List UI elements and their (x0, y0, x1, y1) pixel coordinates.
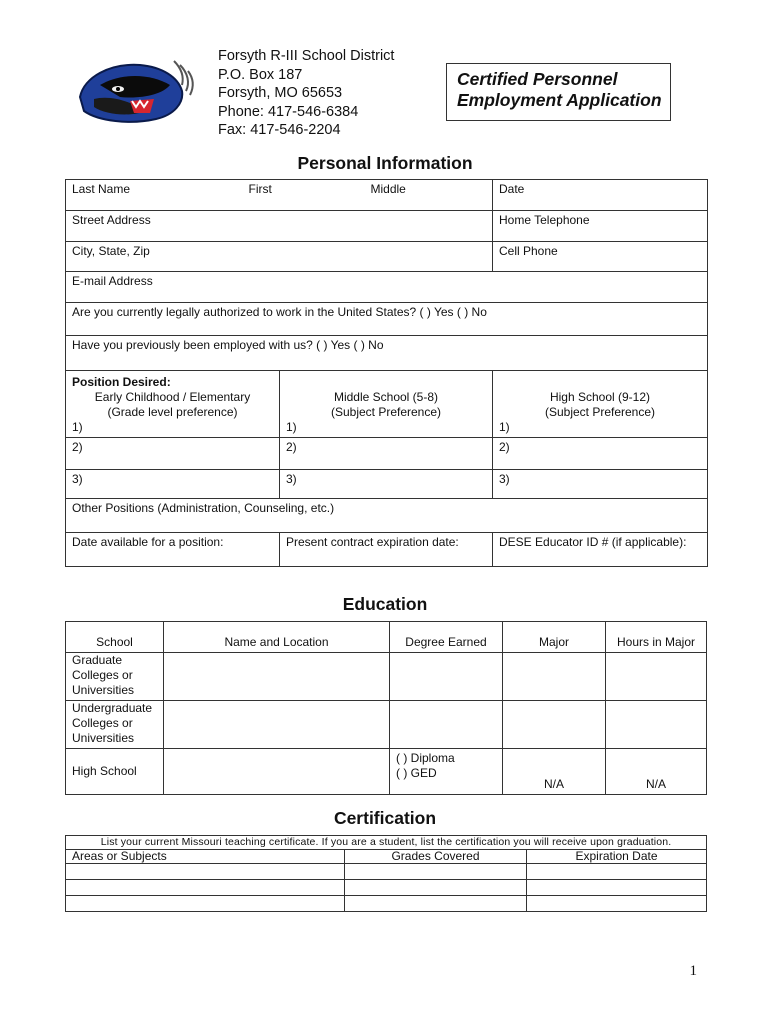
previous-employment-field[interactable] (66, 336, 708, 371)
cert-row-1-grades[interactable] (345, 864, 527, 880)
dese-id-field[interactable] (493, 533, 708, 567)
undergrad-hours-cell[interactable] (606, 701, 707, 749)
graduate-degree-cell[interactable] (390, 653, 503, 701)
page-number: 1 (689, 963, 697, 979)
early-childhood-choice-3[interactable]: 3) (66, 470, 280, 499)
application-title-box (446, 63, 671, 121)
undergrad-degree-cell[interactable] (390, 701, 503, 749)
high-school-header (493, 371, 708, 438)
work-authorization-label: Are you currently legally authorized to work in the United States? ( ) Yes ( ) No (72, 305, 487, 319)
fax: Fax: 417-546-2204 (218, 122, 341, 138)
name-location-col-header: Name and Location (164, 622, 390, 653)
early-childhood-choice-2[interactable]: 2) (66, 438, 280, 470)
degree-col-header: Degree Earned (390, 622, 503, 653)
email-field[interactable] (66, 272, 708, 303)
last-name-label: Last Name (72, 182, 131, 196)
undergrad-name-cell[interactable] (164, 701, 390, 749)
cert-row-3-areas[interactable] (66, 896, 345, 912)
previous-employment-label: Have you previously been employed with us? ( ) Yes ( ) No (72, 338, 384, 352)
diploma-checkbox[interactable]: ( ) Diploma (396, 751, 455, 765)
high-school-choice-2[interactable]: 2) (493, 438, 708, 470)
graduate-name-cell[interactable] (164, 653, 390, 701)
date-available-label: Date available for a position: (72, 535, 224, 549)
high-school-choice-3[interactable]: 3) (493, 470, 708, 499)
contract-expiration-label: Present contract expiration date: (286, 535, 459, 549)
date-available-field[interactable] (66, 533, 280, 567)
education-table (65, 621, 707, 795)
graduate-hours-cell[interactable] (606, 653, 707, 701)
middle-school-choice-1[interactable]: 1) (286, 420, 297, 434)
cert-row-2-areas[interactable] (66, 880, 345, 896)
phone: Phone: 417-546-6384 (218, 103, 359, 120)
cert-row-3-expiration[interactable] (527, 896, 707, 912)
city-field[interactable] (66, 242, 493, 272)
high-school-major-na: N/A (503, 749, 606, 795)
dese-id-label: DESE Educator ID # (if applicable): (499, 535, 687, 549)
district-address-block (218, 47, 394, 140)
first-name-label: First (248, 182, 272, 196)
early-childhood-sub: (Grade level preference) (107, 405, 238, 419)
education-heading: Education (342, 594, 428, 614)
high-school-title: High School (9-12) (549, 390, 651, 404)
date-label: Date (499, 182, 525, 196)
cell-field[interactable] (493, 242, 708, 272)
middle-school-title: Middle School (5-8) (333, 390, 439, 404)
work-authorization-field[interactable] (66, 303, 708, 336)
contract-expiration-field[interactable] (280, 533, 493, 567)
date-field[interactable] (493, 180, 708, 211)
grades-col-header: Grades Covered (345, 850, 527, 864)
areas-col-header: Areas or Subjects (66, 850, 345, 864)
personal-info-heading: Personal Information (297, 153, 473, 173)
undergrad-row-label: Undergraduate Colleges or Universities (66, 701, 164, 749)
cert-row-2-expiration[interactable] (527, 880, 707, 896)
email-label: E-mail Address (72, 274, 153, 288)
hours-col-header: Hours in Major (606, 622, 707, 653)
high-school-degree-cell (390, 749, 503, 795)
graduate-major-cell[interactable] (503, 653, 606, 701)
early-childhood-header (66, 371, 280, 438)
high-school-hours-na: N/A (606, 749, 707, 795)
certification-table (65, 835, 707, 912)
home-phone-field[interactable] (493, 211, 708, 242)
school-col-header: School (66, 622, 164, 653)
cert-row-1-expiration[interactable] (527, 864, 707, 880)
other-positions-field[interactable] (66, 499, 708, 533)
title-line-2: Employment Application (457, 90, 662, 110)
cert-row-3-grades[interactable] (345, 896, 527, 912)
cert-row-2-grades[interactable] (345, 880, 527, 896)
other-positions-label: Other Positions (Administration, Counseling, etc.) (72, 501, 335, 515)
cert-row-1-areas[interactable] (66, 864, 345, 880)
middle-school-choice-2[interactable]: 2) (280, 438, 493, 470)
undergrad-major-cell[interactable] (503, 701, 606, 749)
early-childhood-choice-1[interactable]: 1) (72, 420, 83, 434)
personal-info-table (65, 179, 708, 567)
panther-logo (70, 55, 200, 130)
ged-checkbox[interactable]: ( ) GED (396, 766, 437, 780)
name-field[interactable] (66, 180, 493, 211)
street-field[interactable] (66, 211, 493, 242)
high-school-sub: (Subject Preference) (544, 405, 656, 419)
major-col-header: Major (503, 622, 606, 653)
middle-school-choice-3[interactable]: 3) (280, 470, 493, 499)
high-school-name-cell[interactable] (164, 749, 390, 795)
early-childhood-title: Early Childhood / Elementary (94, 390, 251, 404)
certification-heading: Certification (333, 808, 437, 828)
position-desired-label: Position Desired: (72, 375, 171, 389)
middle-school-sub: (Subject Preference) (330, 405, 442, 419)
expiration-col-header: Expiration Date (527, 850, 707, 864)
cell-label: Cell Phone (499, 244, 558, 258)
title-line-1: Certified Personnel (457, 69, 618, 89)
address-line-1: P.O. Box 187 (218, 66, 303, 83)
high-school-row-label: High School (66, 749, 164, 795)
street-label: Street Address (72, 213, 151, 227)
home-phone-label: Home Telephone (499, 213, 590, 227)
district-name: Forsyth R-III School District (218, 48, 395, 64)
city-label: City, State, Zip (72, 244, 150, 258)
middle-school-header (280, 371, 493, 438)
address-line-2: Forsyth, MO 65653 (218, 85, 343, 101)
middle-name-label: Middle (370, 182, 406, 196)
high-school-choice-1[interactable]: 1) (499, 420, 510, 434)
certification-instruction: List your current Missouri teaching certificate. If you are a student, list the certification you will receive upon graduation. (66, 836, 707, 850)
graduate-row-label: Graduate Colleges or Universities (66, 653, 164, 701)
